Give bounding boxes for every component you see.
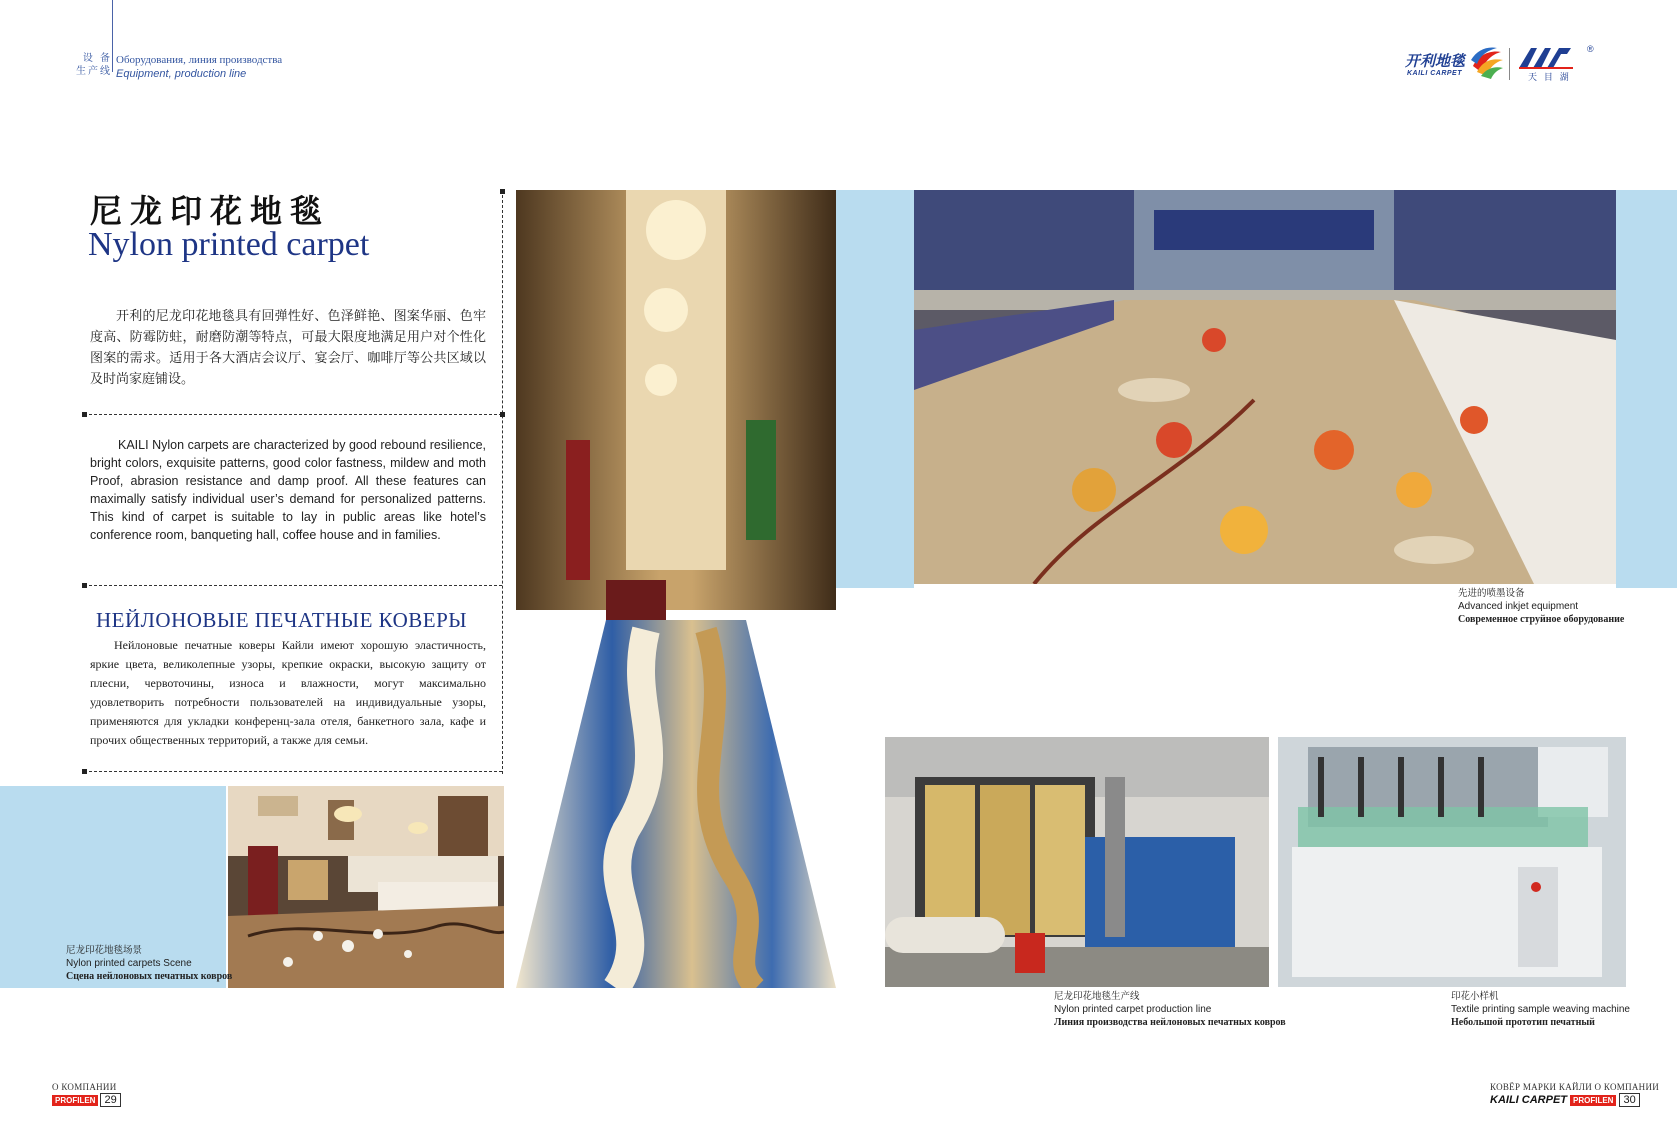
body-text-en: KAILI Nylon carpets are characterized by good rebound resilience, bright colors, exquisite patterns, good color fastness, mildew and moth Proof, abrasion resistance and damp proof. All these features can maximally satisfy individual user’s demand for personalized patterns. This kind of carpet is suitable to lay in public areas like hotel’s conference room, banqueting hall, coffee house and in families. bbox=[90, 438, 486, 542]
footer-left-page bbox=[52, 1093, 121, 1107]
section-label-ru: Оборудования, линия производства bbox=[116, 54, 283, 66]
caption-inkjet-cn: 先进的喷墨设备 bbox=[1458, 588, 1525, 599]
footer-left-label: О КОМПАНИИ bbox=[52, 1082, 117, 1092]
footer-left-tag: PROFILEN bbox=[52, 1095, 98, 1106]
frame-marker bbox=[500, 412, 505, 417]
logo-partner-cn: 天 目 湖 bbox=[1528, 73, 1571, 83]
logo-divider bbox=[1509, 48, 1510, 80]
title-cn: 尼龙印花地毯 bbox=[90, 192, 331, 230]
inkjet-equipment-photo bbox=[914, 190, 1616, 584]
caption-scene-ru: Сцена нейлоновых печатных ковров bbox=[66, 971, 233, 982]
caption-scene-cn: 尼龙印花地毯场景 bbox=[66, 945, 143, 956]
brand-logo bbox=[1405, 44, 1605, 86]
partner-mark-icon bbox=[1517, 44, 1573, 70]
sample-machine-photo bbox=[1278, 737, 1626, 987]
body-text-ru: Нейлоновые печатные коверы Кайли имеют хорошую эластичность, яркие цвета, великолепные узоры, крепкие окраски, высокую защиту от плесни, червоточины, износа и влажности, могут максимально удовлетворить потребности пользователей на индивидуальные узоры, применяются для укладки конференц-зала отеля, банкетного зала, кафе и прочих общественных территорий, а также для семьи. bbox=[90, 638, 486, 747]
frame-marker bbox=[82, 769, 87, 774]
heading-ru: НЕЙЛОНОВЫЕ ПЕЧАТНЫЕ КОВЕРЫ bbox=[96, 608, 468, 632]
dashed-divider bbox=[84, 414, 502, 415]
dashed-divider bbox=[84, 771, 502, 772]
hotel-room-photo bbox=[228, 786, 504, 988]
caption-line bbox=[1054, 990, 1286, 1029]
blue-panel-top-left bbox=[836, 190, 914, 588]
frame-marker bbox=[82, 412, 87, 417]
logo-brand-en: KAILI CARPET bbox=[1407, 70, 1462, 77]
header-rule bbox=[112, 0, 113, 72]
footer-right-tag: PROFILEN bbox=[1570, 1095, 1616, 1106]
footer-right-page bbox=[1490, 1093, 1640, 1107]
logo-brand-cn: 开利地毯 bbox=[1405, 52, 1466, 70]
frame-marker bbox=[82, 583, 87, 588]
caption-scene-en: Nylon printed carpets Scene bbox=[66, 958, 192, 969]
production-line-photo bbox=[885, 737, 1269, 987]
section-label-en: Equipment, production line bbox=[116, 68, 247, 80]
title-en: Nylon printed carpet bbox=[88, 226, 370, 263]
caption-scene bbox=[66, 944, 232, 983]
page-number-right: 30 bbox=[1619, 1093, 1639, 1107]
caption-inkjet-en: Advanced inkjet equipment bbox=[1458, 601, 1579, 612]
swoosh-logo-icon bbox=[1469, 46, 1505, 80]
body-text-cn: 开利的尼龙印花地毯具有回弹性好、色泽鲜艳、图案华丽、色牢度高、防霉防蛀，耐磨防潮等特点，可最大限度地满足用户对个性化图案的需求。适用于各大酒店会议厅、宴会厅、咖啡厅等公共区域以及时尚家庭铺设。 bbox=[90, 309, 486, 387]
caption-line-en: Nylon printed carpet production line bbox=[1054, 1004, 1212, 1015]
dashed-divider bbox=[84, 585, 502, 586]
caption-sample bbox=[1451, 990, 1630, 1029]
page-number-left: 29 bbox=[100, 1093, 120, 1107]
caption-sample-en: Textile printing sample weaving machine bbox=[1451, 1004, 1630, 1015]
footer-right-brand: KAILI CARPET bbox=[1490, 1094, 1567, 1106]
blue-panel-top-right bbox=[1616, 190, 1677, 588]
corridor-carpet-photo bbox=[516, 190, 836, 988]
caption-inkjet-ru: Современное струйное оборудование bbox=[1458, 614, 1625, 625]
section-label-cn: 设 备 生产线 bbox=[76, 53, 112, 77]
registered-mark: ® bbox=[1587, 44, 1594, 54]
frame-marker bbox=[500, 189, 505, 194]
dashed-frame-vertical bbox=[502, 190, 503, 774]
caption-sample-cn: 印花小样机 bbox=[1451, 991, 1499, 1002]
caption-sample-ru: Небольшой прототип печатный bbox=[1451, 1017, 1595, 1028]
caption-line-ru: Линия производства нейлоновых печатных ковров bbox=[1054, 1017, 1286, 1028]
footer-right-label: КОВЁР МАРКИ КАЙЛИ О КОМПАНИИ bbox=[1490, 1082, 1660, 1092]
caption-line-cn: 尼龙印花地毯生产线 bbox=[1054, 991, 1140, 1002]
caption-inkjet bbox=[1458, 587, 1624, 626]
